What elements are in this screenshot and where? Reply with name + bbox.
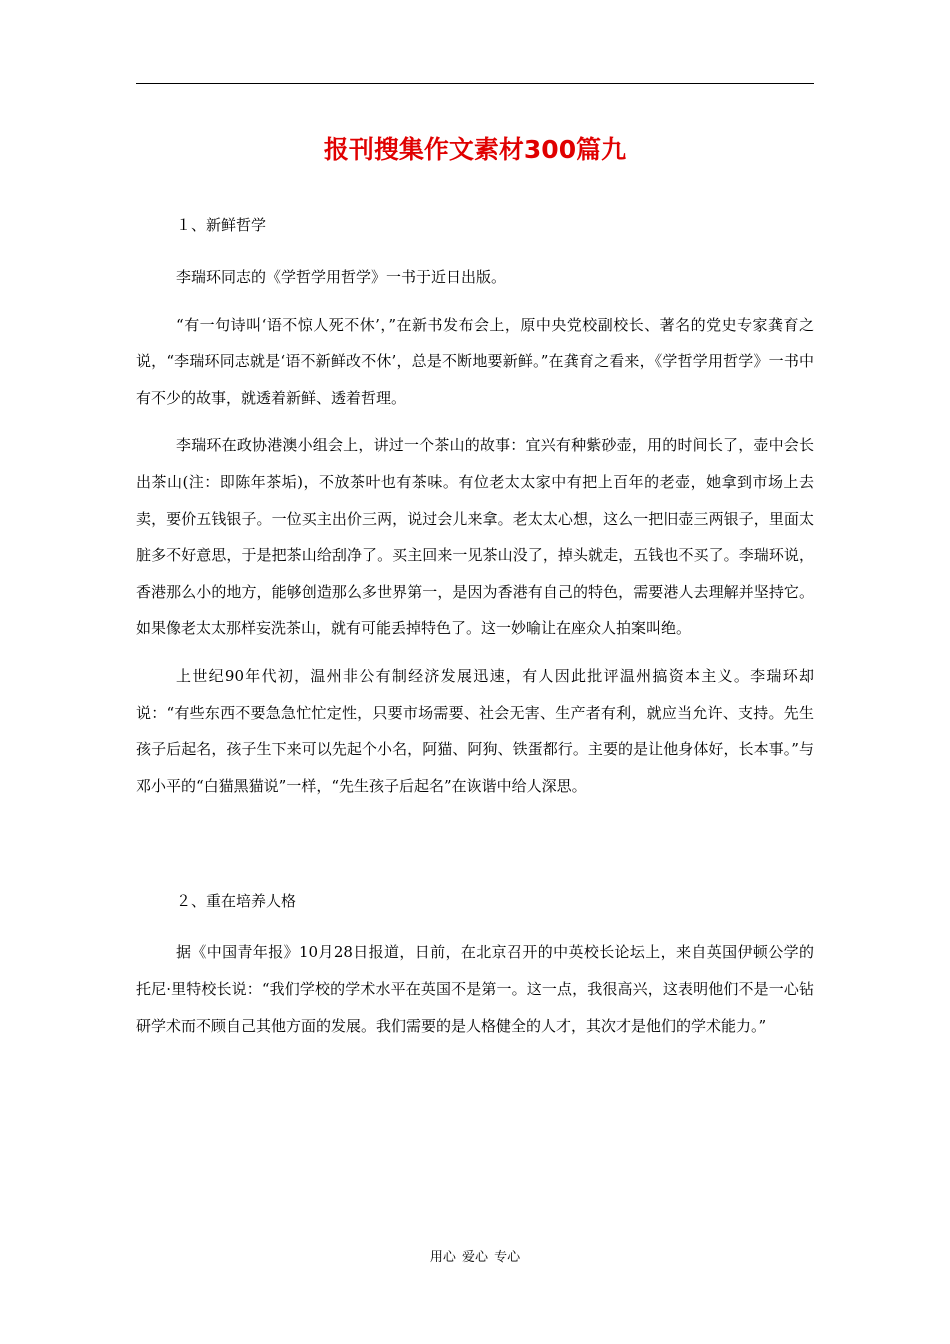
body-paragraph: 李瑞环在政协港澳小组会上，讲过一个茶山的故事：宜兴有种紫砂壶，用的时间长了，壶中会长出茶山(注：即陈年茶垢)，不放茶叶也有茶味。有位老太太家中有把上百年的老壶，她拿到市场上去卖，要价五钱银子。一位买主出价三两，说过会儿来拿。老太太心想，这么一把旧壶三两银子，里面太脏多不好意思，于是把茶山给刮净了。买主回来一见茶山没了，掉头就走，五钱也不买了。李瑞环说，香港那么小的地方，能够创造那么多世界第一，是因为香港有自己的特色，需要港人去理解并坚持它。如果像老太太那样妄洗茶山，就有可能丢掉特色了。这一妙喻让在座众人拍案叫绝。 — [136, 436, 814, 638]
document-body — [136, 206, 814, 1044]
body-paragraph: 据《中国青年报》10月28日报道，日前，在北京召开的中英校长论坛上，来自英国伊顿公学的托尼·里特校长说：“我们学校的学术水平在英国不是第一。这一点，我很高兴，这表明他们不是一心钻研学术而不顾自己其他方面的发展。我们需要的是人格健全的人才，其次才是他们的学术能力。” — [136, 943, 814, 1035]
body-paragraph: 上世纪90年代初，温州非公有制经济发展迅速，有人因此批评温州搞资本主义。李瑞环却说：“有些东西不要急急忙忙定性，只要市场需要、社会无害、生产者有利，就应当允许、支持。先生孩子后起名，孩子生下来可以先起个小名，阿猫、阿狗、铁蛋都行。主要的是让他身体好，长本事。”与邓小平的“白猫黑猫说”一样，“先生孩子后起名”在诙谐中给人深思。 — [136, 666, 814, 795]
body-paragraph: 李瑞环同志的《学哲学用哲学》一书于近日出版。 — [176, 268, 507, 286]
body-paragraph: “有一句诗叫‘语不惊人死不休’，”在新书发布会上，原中央党校副校长、著名的党史专家龚育之说，“李瑞环同志就是‘语不新鲜改不休’，总是不断地要新鲜。”在龚育之看来，《学哲学用哲学》一书中有不少的故事，就透着新鲜、透着哲理。 — [136, 315, 814, 407]
header-rule — [136, 83, 814, 84]
section-heading-1: １、新鲜哲学 — [176, 216, 267, 234]
page-footer: 用心 爱心 专心 — [429, 1250, 521, 1265]
document-title: 报刊搜集作文素材300篇九 — [323, 135, 627, 164]
section-heading-2: ２、重在培养人格 — [176, 892, 297, 911]
